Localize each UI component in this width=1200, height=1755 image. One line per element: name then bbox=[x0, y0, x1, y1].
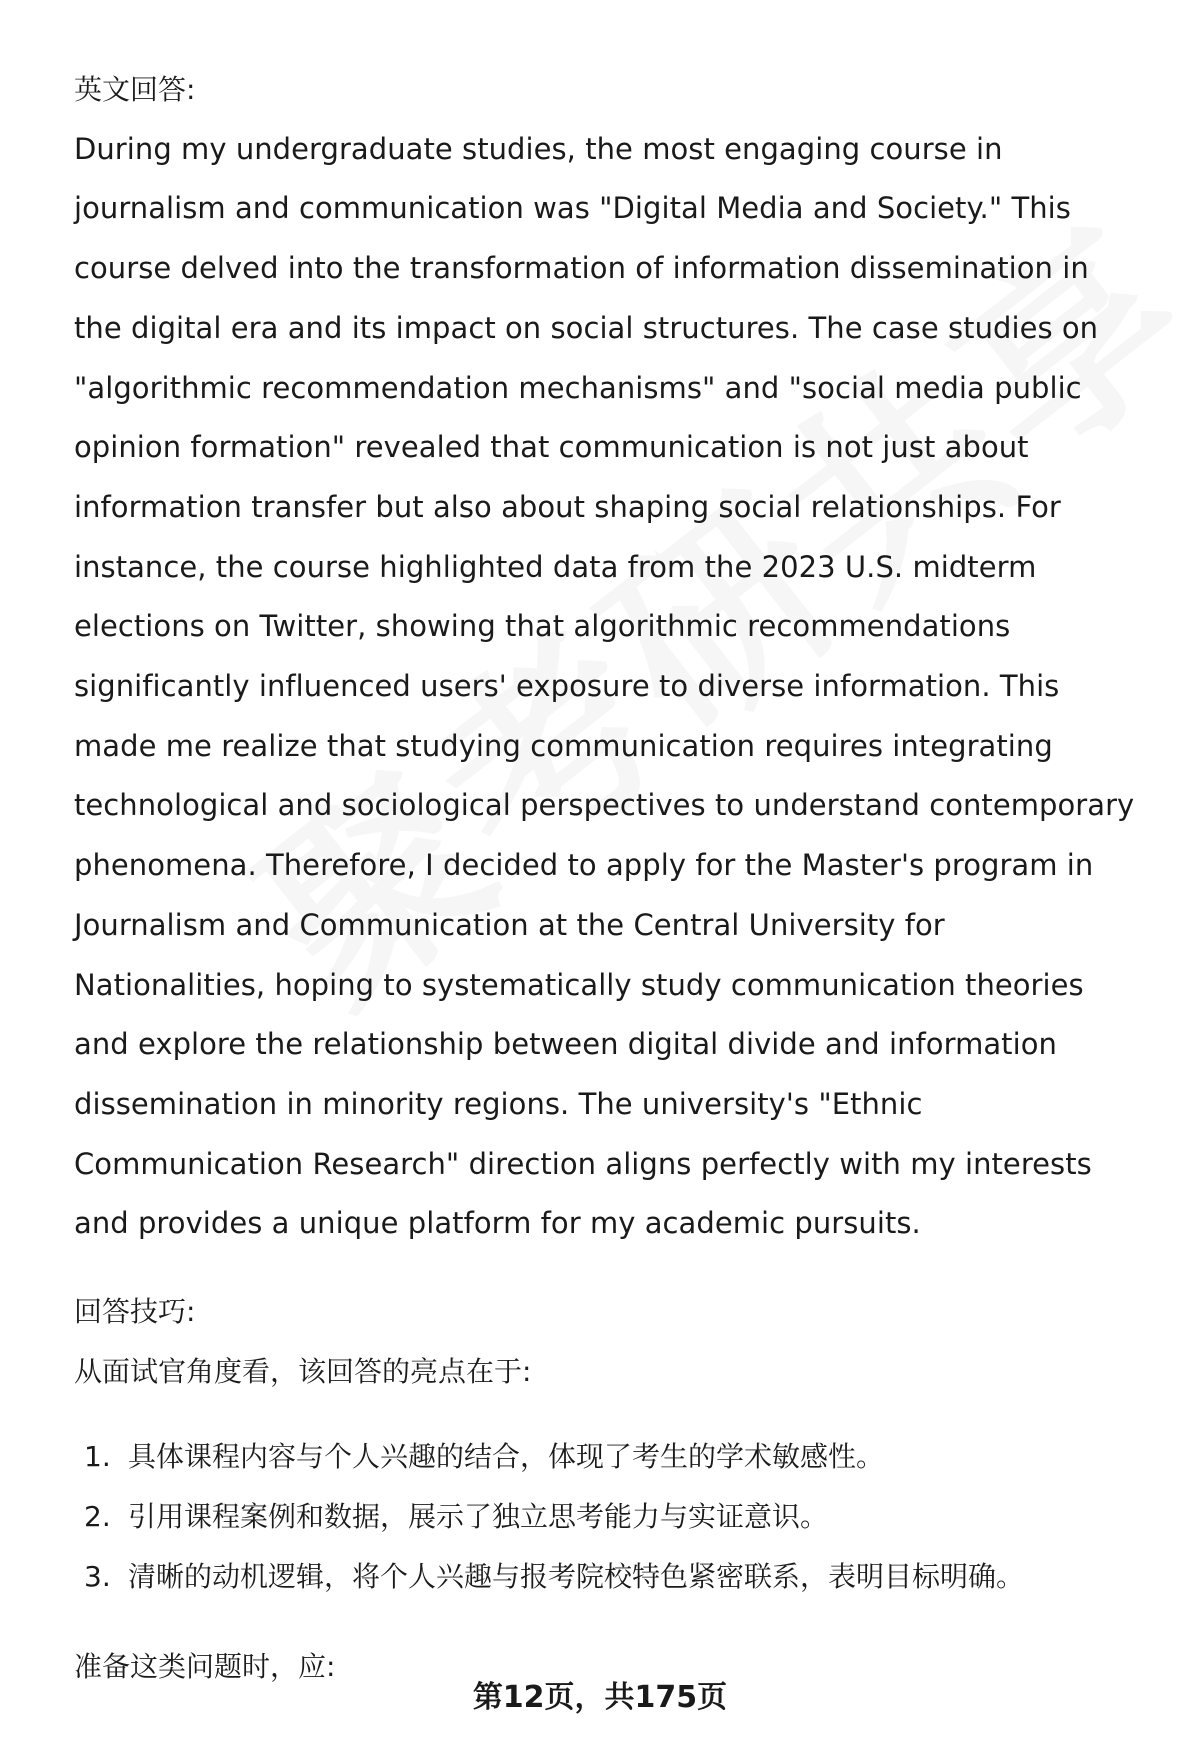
list-number: 1. bbox=[84, 1440, 111, 1474]
list-number: 2. bbox=[84, 1500, 111, 1534]
list-item bbox=[74, 1427, 1138, 1487]
list-item bbox=[74, 1487, 1138, 1547]
list-item bbox=[74, 1547, 1138, 1607]
list-number: 3. bbox=[84, 1559, 111, 1593]
tips-intro: 从面试官角度看，该回答的亮点在于: bbox=[74, 1354, 532, 1388]
list-text: 引用课程案例和数据，展示了独立思考能力与实证意识。 bbox=[128, 1500, 829, 1534]
prepare-heading: 准备这类问题时，应: bbox=[74, 1649, 336, 1683]
answer-paragraph: During my undergraduate studies, the most engaging course in journalism and communication was "Digital Media and Society." This course delved into the transformation of information dissemination in the digital era and its impact on social structures. The case studies on "algorithmic recommendation mechanisms" and "social media public opinion formation" revealed that communication is not just about information transfer but also about shaping social relationships. For instance, the course highlighted data from the 2023 U.S. midterm elections on Twitter, showing that algorithmic recommendations significantly influenced users' exposure to diverse information. This made me realize that studying communication requires integrating technological and sociological perspectives to understand contemporary phenomena. Therefore, I decided to apply for the Master's program in Journalism and Communication at the Central University for Nationalities, hoping to systematically study communication theories and explore the relationship between digital divide and information dissemination in minority regions. The university's "Ethnic Communication Research" direction aligns perfectly with my interests and provides a unique platform for my academic pursuits. bbox=[74, 131, 1135, 1241]
highlights-list bbox=[74, 1427, 1138, 1606]
list-text: 具体课程内容与个人兴趣的结合，体现了考生的学术敏感性。 bbox=[128, 1440, 885, 1474]
tips-heading: 回答技巧: bbox=[74, 1295, 196, 1329]
page-number-footer: 第12页，共175页 bbox=[472, 1680, 728, 1715]
answer-heading: 英文回答: bbox=[74, 73, 196, 106]
list-text: 清晰的动机逻辑，将个人兴趣与报考院校特色紧密联系，表明目标明确。 bbox=[128, 1559, 1025, 1593]
